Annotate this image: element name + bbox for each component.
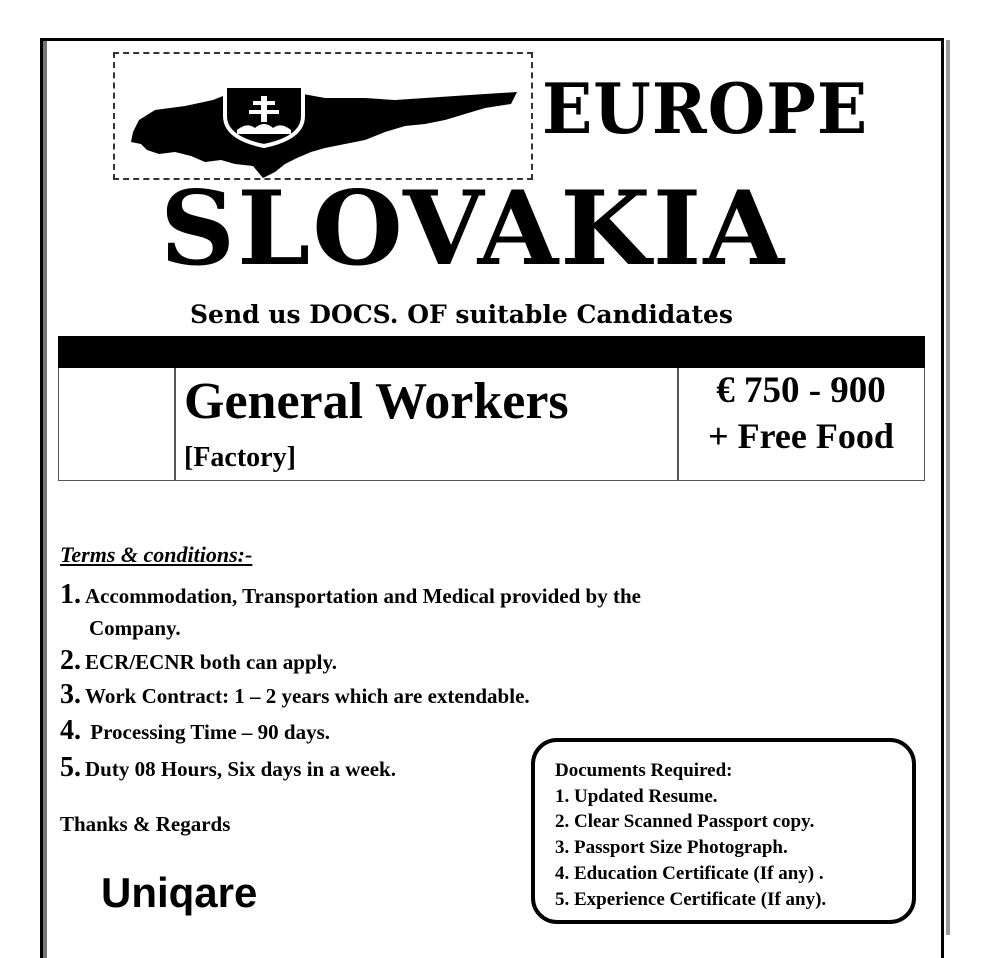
company-name: Uniqare <box>101 869 258 916</box>
document-item: 3. Passport Size Photograph. <box>555 837 788 858</box>
salary-range: € 750 - 900 <box>716 370 886 411</box>
term-text: Work Contract: 1 – 2 years which are extendable. <box>85 684 530 708</box>
term-text: Accommodation, Transportation and Medical provided by the <box>85 584 641 608</box>
term-number: 2. <box>60 645 81 676</box>
document-item: 1. Updated Resume. <box>555 786 718 807</box>
term-text: Duty 08 Hours, Six days in a week. <box>85 757 396 781</box>
slovakia-map-icon <box>125 80 525 180</box>
term-text: Processing Time – 90 days. <box>85 720 331 744</box>
benefit: + Free Food <box>708 416 894 456</box>
document-item: 5. Experience Certificate (If any). <box>555 889 827 910</box>
term-item <box>60 576 820 642</box>
term-number: 5. <box>60 752 81 783</box>
term-text: ECR/ECNR both can apply. <box>85 650 338 674</box>
tagline: Send us DOCS. OF suitable Candidates <box>190 300 733 329</box>
job-subtitle: [Factory] <box>184 442 296 473</box>
region-heading: EUROPE <box>542 67 869 150</box>
frame-shadow <box>946 40 950 935</box>
term-text-continued: Company. <box>89 615 181 640</box>
term-number: 4. <box>60 715 81 746</box>
documents-title: Documents Required: <box>555 760 733 781</box>
term-item <box>60 642 820 680</box>
document-item: 2. Clear Scanned Passport copy. <box>555 811 815 832</box>
table-header-bar <box>58 336 925 368</box>
country-heading: SLOVAKIA <box>160 168 787 289</box>
document-item: 4. Education Certificate (If any) . <box>555 863 824 884</box>
term-item <box>60 676 820 714</box>
terms-heading: Terms & conditions:- <box>60 542 253 567</box>
closing-thanks: Thanks & Regards <box>60 812 231 836</box>
slovak-coat-of-arms-icon <box>225 86 303 146</box>
term-number: 3. <box>60 679 81 710</box>
term-number: 1. <box>60 579 81 610</box>
job-title: General Workers <box>184 373 569 430</box>
table-divider <box>174 368 176 481</box>
